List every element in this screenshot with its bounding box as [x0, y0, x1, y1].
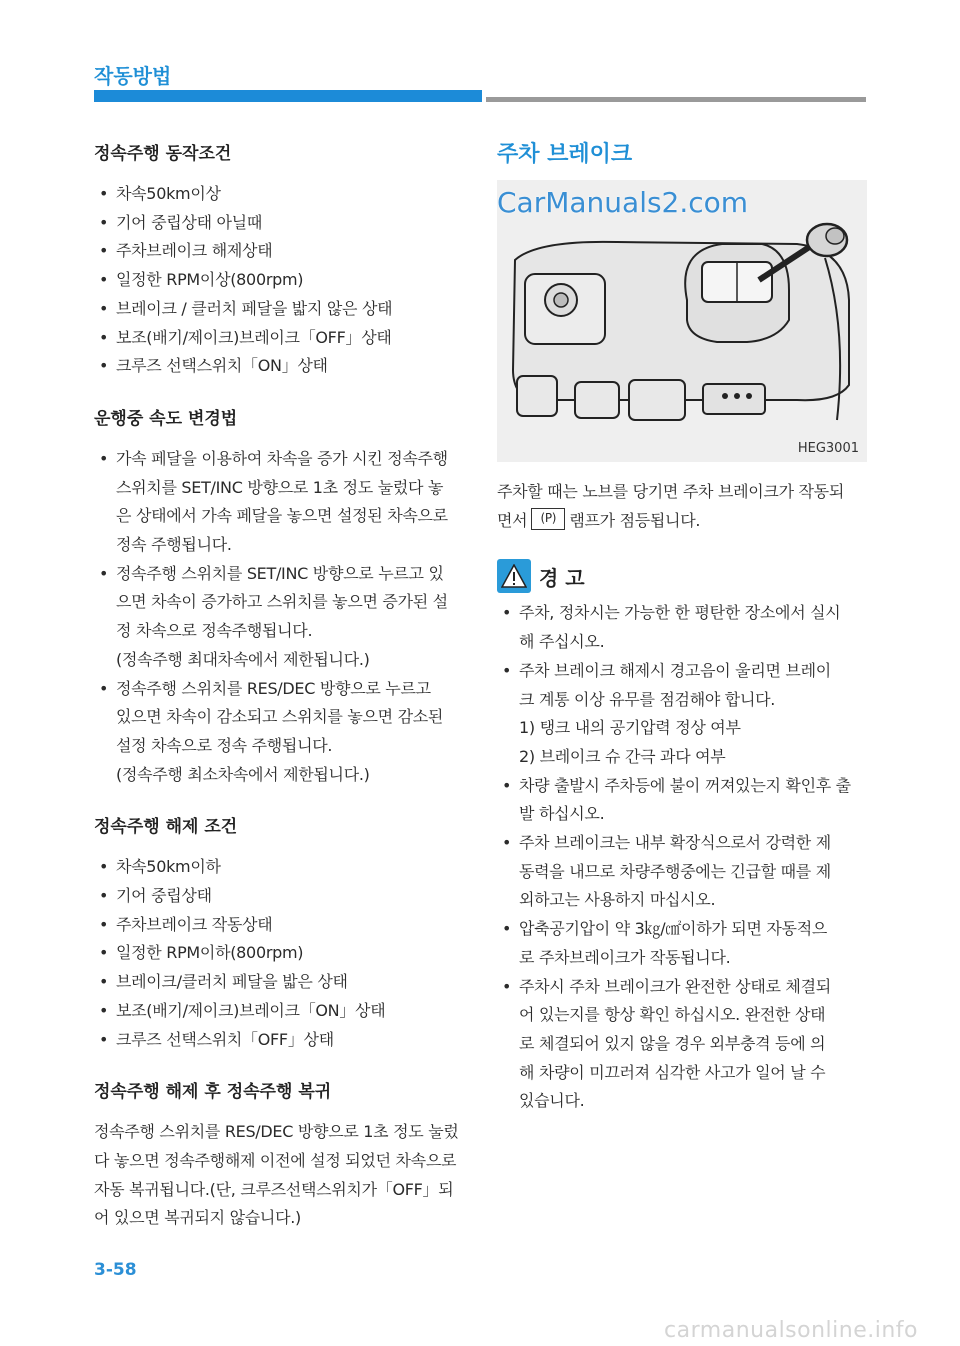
page-number: 3-58 [94, 1260, 137, 1280]
text-line: 있습니다. [519, 1091, 585, 1111]
list-item: • 브레이크 / 클러치 페달을 밟지 않은 상태 [94, 295, 464, 324]
conditions-heading: 정속주행 동작조건 [94, 144, 232, 164]
text-line: 동력을 내므로 차량주행중에는 긴급할 때를 제 [519, 861, 831, 881]
text-line: 어 있는지를 항상 확인 하십시오. 완전한 상태 [519, 1005, 826, 1025]
list-item: • 보조(배기/제이크)브레이크「ON」상태 [94, 997, 464, 1026]
text-line: 발 하십시오. [519, 804, 605, 824]
text-line: • 정속주행 스위치를 SET/INC 방향으로 누르고 있 [116, 563, 444, 583]
resume-paragraph [94, 1118, 464, 1233]
release-heading: 정속주행 해제 조건 [94, 817, 238, 838]
list-item: • 기어 중립상태 아닐때 [94, 209, 464, 238]
list-item [497, 657, 867, 772]
text-line: 다 놓으면 정속주행해제 이전에 설정 되었던 차속으로 [94, 1150, 457, 1170]
list-item: • 주차브레이크 해제상태 [94, 237, 464, 266]
text-line: 스위치를 SET/INC 방향으로 1초 정도 눌렀다 놓 [116, 477, 444, 497]
warning-triangle-icon [497, 559, 531, 593]
header-rule-gray [486, 97, 866, 102]
section-title: 작동방법 [94, 64, 172, 88]
list-item: • 일정한 RPM이하(800rpm) [94, 939, 464, 968]
text-line: 로 주차브레이크가 작동됩니다. [519, 947, 731, 967]
text-line: 설정 차속으로 정속 주행됩니다. [116, 735, 333, 755]
text-line: 해 주십시오. [519, 632, 605, 652]
text-line: 으면 차속이 증가하고 스위치를 놓으면 증가된 설 [116, 592, 448, 612]
list-item [94, 445, 464, 560]
release-list [94, 853, 464, 1054]
speed-change-heading: 운행중 속도 변경법 [94, 408, 238, 429]
text-line: 해 차량이 미끄러져 심각한 사고가 일어 날 수 [519, 1062, 826, 1082]
list-item [497, 772, 867, 829]
header-rule-blue [94, 90, 482, 102]
list-item: • 기어 중립상태 [94, 882, 464, 911]
list-item [94, 560, 464, 675]
parking-brake-description [497, 478, 867, 535]
figure-watermark: CarManuals2.com [497, 186, 749, 219]
parking-brake-figure [497, 180, 867, 462]
text-line: • 주차 브레이크 해제시 경고음이 울리면 브레이 [519, 660, 831, 680]
list-item: • 차속50km이하 [94, 853, 464, 882]
figure-caption: HEG3001 [797, 441, 859, 456]
text-line: • 정속주행 스위치를 RES/DEC 방향으로 누르고 [116, 678, 431, 698]
warning-list [497, 599, 867, 1116]
list-item: • 크루즈 선택스위치「ON」상태 [94, 352, 464, 381]
text-line: 면서 [497, 510, 528, 530]
text-line: 자동 복귀됩니다.(단, 크루즈선택스위치가「OFF」되 [94, 1179, 454, 1199]
text-line: (정속주행 최소차속에서 제한됩니다.) [116, 764, 370, 784]
parking-lamp-icon: (P) [531, 508, 565, 530]
text-line: 정속 주행됩니다. [116, 535, 232, 555]
text-line: 1) 탱크 내의 공기압력 정상 여부 [519, 718, 741, 738]
text-line: 2) 브레이크 슈 간극 과다 여부 [519, 746, 726, 766]
text-line: 램프가 점등됩니다. [569, 510, 701, 530]
text-line: 은 상태에서 가속 페달을 놓으면 설정된 차속으로 [116, 506, 448, 526]
warning-header [497, 559, 867, 593]
text-line: 로 체결되어 있지 않을 경우 외부충격 등에 의 [519, 1033, 826, 1053]
conditions-list [94, 180, 464, 381]
text-line: 있으면 차속이 감소되고 스위치를 놓으면 감소된 [116, 707, 444, 727]
list-item: • 브레이크/클러치 페달을 밟은 상태 [94, 968, 464, 997]
list-item: • 주차브레이크 작동상태 [94, 911, 464, 940]
list-item: • 보조(배기/제이크)브레이크「OFF」상태 [94, 324, 464, 353]
text-line: • 압축공기압이 약 3㎏/㎠이하가 되면 자동적으 [519, 919, 828, 939]
text-line: (정속주행 최대차속에서 제한됩니다.) [116, 649, 370, 669]
list-item [497, 599, 867, 656]
text-line: • 주차 브레이크는 내부 확장식으로서 강력한 제 [519, 833, 831, 853]
text-line: 정속주행 스위치를 RES/DEC 방향으로 1초 정도 눌렀 [94, 1122, 459, 1142]
list-item [497, 829, 867, 915]
site-footer: carmanualsonline.info [664, 1318, 918, 1343]
right-column [497, 140, 867, 1140]
text-line: • 주차시 주차 브레이크가 완전한 상태로 체결되 [519, 976, 831, 996]
list-item [497, 915, 867, 972]
speed-change-list [94, 445, 464, 789]
text-line: • 가속 페달을 이용하여 차속을 증가 시킨 정속주행 [116, 448, 448, 468]
parking-brake-heading: 주차 브레이크 [497, 142, 633, 167]
resume-heading: 정속주행 해제 후 정속주행 복귀 [94, 1082, 332, 1103]
text-line: 외하고는 사용하지 마십시오. [519, 890, 716, 910]
text-line: 크 계통 이상 유무를 점검해야 합니다. [519, 689, 776, 709]
warning-title: 경 고 [539, 565, 585, 590]
list-item [497, 973, 867, 1117]
text-line: 정 차속으로 정속주행됩니다. [116, 621, 313, 641]
list-item: • 일정한 RPM이상(800rpm) [94, 266, 464, 295]
parking-brake-illustration [497, 180, 867, 462]
list-item: • 차속50km이상 [94, 180, 464, 209]
text-line: • 차량 출발시 주차등에 불이 꺼져있는지 확인후 출 [519, 775, 851, 795]
list-item [94, 675, 464, 790]
text-line: 주차할 때는 노브를 당기면 주차 브레이크가 작동되 [497, 482, 844, 501]
text-line: • 주차, 정차시는 가능한 한 평탄한 장소에서 실시 [519, 603, 841, 623]
list-item: • 크루즈 선택스위치「OFF」상태 [94, 1026, 464, 1055]
left-column [94, 140, 464, 1233]
text-line: 어 있으면 복귀되지 않습니다.) [94, 1208, 301, 1228]
